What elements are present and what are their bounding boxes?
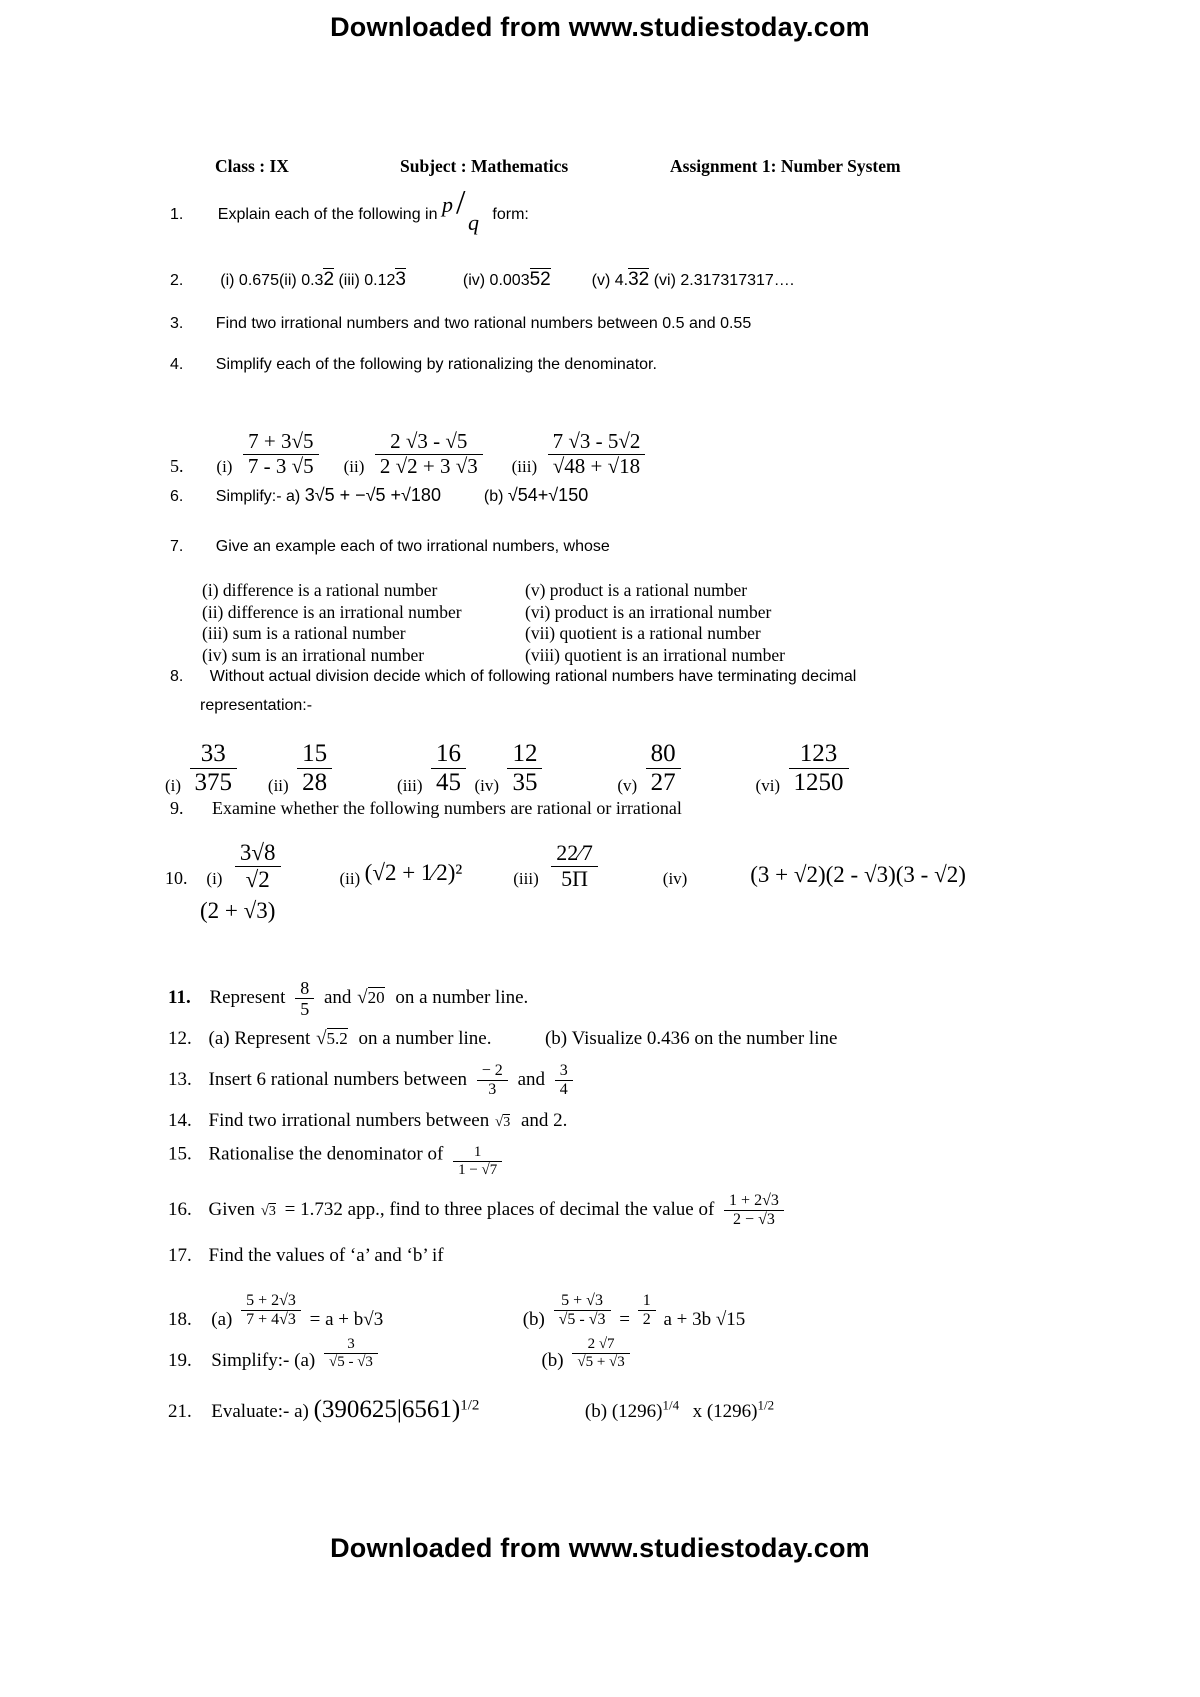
q8-fraction-4-numerator: 80 (646, 740, 681, 769)
q10-item-2-label: (iii) (513, 869, 539, 889)
q18-part-a-numerator: 5 + 2√3 (241, 1292, 301, 1311)
question-7-sublist-right (525, 580, 785, 666)
q2-item-0-label: (i) (220, 272, 235, 289)
question-12-number: 12. (168, 1028, 192, 1049)
worksheet-header (215, 156, 975, 177)
q5-fraction-0 (243, 430, 319, 478)
q5-item-0-label: (i) (216, 457, 233, 477)
q7-right-item-3: (viii) quotient is an irrational number (525, 644, 786, 665)
q11-fraction-denominator: 5 (300, 999, 310, 1020)
q18-part-a-label: (a) (211, 1308, 233, 1330)
q2-item-4-value: 4. (614, 272, 629, 289)
q12-sqrt (315, 1028, 348, 1050)
q12-part-b-label: (b) (544, 1028, 568, 1049)
watermark-bottom: Downloaded from www.studiestoday.com (330, 1533, 870, 1563)
question-8-number: 8. (170, 668, 184, 685)
question-6-number: 6. (170, 488, 184, 505)
q19-part-a-fraction (324, 1336, 378, 1371)
q14-text-before: Find two irrational numbers between (208, 1110, 490, 1131)
q10-trailing-expr: (2 + √3) (200, 898, 276, 923)
subject-label: Subject : Mathematics (400, 156, 569, 176)
p-over-q-fraction (441, 184, 488, 235)
q12-part-a-after: on a number line. (358, 1028, 492, 1049)
q2-item-2-label: (iii) (338, 272, 360, 289)
question-12 (168, 1028, 837, 1050)
q11-fraction (295, 978, 314, 1019)
q8-frac-3-label: (iv) (474, 775, 499, 795)
q13-fraction-1-numerator: − 2 (477, 1062, 508, 1081)
q16-fraction (724, 1192, 784, 1229)
radical-icon: √ (357, 987, 368, 1009)
q7-right-item-1: (vi) product is an irrational number (525, 601, 772, 622)
q8-frac-0-label: (i) (165, 775, 182, 795)
q7-left-item-2: (iii) sum is a rational number (202, 623, 406, 643)
q5-fraction-1 (375, 430, 483, 478)
q8-fraction-2-numerator: 16 (431, 740, 466, 769)
q21-part-b-mid: x (692, 1401, 703, 1422)
question-21 (168, 1396, 774, 1424)
q18-part-a-fraction (241, 1292, 301, 1329)
q8-fraction-5-numerator: 123 (789, 740, 849, 769)
q18-part-a-rhs: = a + b√3 (309, 1308, 384, 1330)
question-19 (168, 1336, 634, 1371)
p-numerator: p (441, 192, 453, 217)
question-10-number: 10. (165, 868, 188, 889)
question-17 (168, 1245, 444, 1267)
question-7 (170, 538, 610, 556)
question-1 (170, 184, 529, 235)
q21-part-b-exponent-1: 1/4 (662, 1397, 680, 1413)
watermark-top: Downloaded from www.studiestoday.com (330, 12, 870, 42)
q14-text-after: and 2. (520, 1110, 568, 1131)
q8-fraction-0 (190, 740, 238, 797)
q21-part-a-expr: (390625|6561) (313, 1396, 461, 1423)
question-8-line2 (200, 697, 312, 715)
question-16-number: 16. (168, 1198, 192, 1220)
q10-fraction-2-denominator: 5Π (561, 865, 588, 891)
q18-part-b-rhs: a + 3b √15 (663, 1308, 746, 1330)
q5-fraction-2 (548, 430, 646, 478)
question-1-text-after: form: (492, 206, 529, 224)
q5-item-2-label: (iii) (511, 457, 538, 477)
radical-icon: √ (260, 1202, 269, 1219)
q16-text-mid: = 1.732 app., find to three places of decimal the value of (284, 1198, 715, 1220)
q8-fraction-1-denominator: 28 (302, 769, 328, 796)
q15-fraction-numerator: 1 (453, 1144, 502, 1162)
q2-item-5-value: 2.317317317…. (680, 272, 795, 289)
q10-item-0-label: (i) (206, 869, 223, 889)
question-9-number: 9. (170, 798, 184, 818)
q5-item-1-label: (ii) (343, 457, 365, 477)
q16-text-before: Given (208, 1198, 255, 1220)
question-17-number: 17. (168, 1245, 192, 1266)
q8-fraction-3-numerator: 12 (507, 740, 542, 769)
q19-part-a-denominator: √5 - √3 (328, 1353, 373, 1370)
question-7-sublist-left (202, 580, 462, 666)
q16-given-radicand: 3 (268, 1203, 276, 1219)
q6-part-b-expr: √54+√150 (507, 485, 589, 505)
question-8-text-line2: representation:- (200, 697, 313, 714)
q10-fraction-0-denominator: √2 (245, 866, 270, 892)
q21-part-b-expr-1: (1296) (611, 1401, 663, 1422)
question-21-number: 21. (168, 1401, 192, 1422)
q19-part-b-label: (b) (541, 1349, 564, 1371)
radical-icon: √ (316, 1028, 327, 1049)
question-2 (170, 268, 794, 290)
question-6-text: Simplify:- (215, 488, 282, 505)
question-8-text-line1: Without actual division decide which of following rational numbers have terminating decimal (209, 668, 857, 685)
q13-fraction-2 (555, 1062, 573, 1099)
question-5-number: 5. (170, 456, 184, 477)
q8-fraction-5-denominator: 1250 (793, 769, 844, 796)
q6-part-a-expr: 3√5 + −√5 +√180 (304, 485, 441, 505)
question-8-fractions (165, 740, 853, 797)
q10-fraction-2 (551, 841, 598, 891)
question-2-number: 2. (170, 272, 184, 289)
assignment-label: Assignment 1: Number System (670, 156, 901, 176)
q21-part-a-exponent: 1/2 (460, 1397, 480, 1414)
q5-fraction-2-denominator: √48 + √18 (552, 453, 641, 478)
q12-part-a-before: Represent (234, 1028, 311, 1049)
q13-fraction-2-numerator: 3 (555, 1062, 573, 1081)
q8-frac-5-label: (vi) (755, 775, 781, 795)
q8-frac-1-label: (ii) (267, 775, 289, 795)
q8-frac-4-label: (v) (617, 775, 638, 795)
q7-left-item-3: (iv) sum is an irrational number (202, 644, 425, 665)
question-15 (168, 1138, 507, 1178)
q2-item-5-label: (vi) (653, 272, 676, 289)
question-7-number: 7. (170, 538, 184, 555)
q5-fraction-1-numerator: 2 √3 - √5 (375, 430, 483, 455)
q10-fraction-2-numerator: 22⁄7 (551, 841, 598, 867)
q15-text-before: Rationalise the denominator of (208, 1143, 444, 1165)
fraction-slash: / (455, 184, 466, 221)
q8-frac-2-label: (iii) (397, 775, 423, 795)
question-7-text: Give an example each of two irrational numbers, whose (215, 538, 610, 555)
q18-part-b-fraction (554, 1292, 611, 1329)
q12-part-a-label: (a) (208, 1028, 230, 1049)
q13-text-before: Insert 6 rational numbers between (208, 1068, 468, 1090)
q15-fraction-denominator: 1 − √7 (458, 1161, 498, 1178)
q5-fraction-2-numerator: 7 √3 - 5√2 (548, 430, 646, 455)
question-5 (170, 430, 651, 478)
q18-part-b-label: (b) (522, 1308, 545, 1330)
q19-part-b-numerator: 2 √7 (572, 1336, 629, 1354)
q18-part-b-equals: = (619, 1308, 630, 1330)
q8-fraction-1-numerator: 15 (297, 740, 332, 769)
q18-part-b-rhs-denominator: 2 (642, 1310, 651, 1328)
question-16 (168, 1192, 789, 1229)
q16-fraction-denominator: 2 − √3 (733, 1210, 775, 1228)
question-4 (170, 356, 657, 374)
question-11-number: 11. (168, 987, 191, 1009)
question-18-number: 18. (168, 1308, 192, 1330)
q21-part-b-expr-2: (1296) (706, 1401, 758, 1422)
radical-icon: √ (494, 1114, 504, 1130)
q7-right-item-0: (v) product is a rational number (525, 580, 748, 600)
q2-item-2-overbar: 3 (395, 269, 406, 290)
q16-sqrt (260, 1203, 276, 1220)
question-19-number: 19. (168, 1349, 192, 1371)
q13-fraction-1-denominator: 3 (488, 1080, 497, 1098)
q12-part-b-text: Visualize 0.436 on the number line (571, 1028, 838, 1049)
q18-part-b-denominator: √5 - √3 (558, 1310, 606, 1328)
q8-fraction-3 (507, 740, 542, 797)
q2-item-2-value: 0.12 (364, 272, 396, 289)
q21-part-b-label: (b) (584, 1401, 608, 1422)
q8-fraction-3-denominator: 35 (512, 769, 538, 796)
class-label: Class : IX (215, 156, 289, 176)
q19-part-a-label: (a) (294, 1349, 316, 1371)
q2-item-3-label: (iv) (462, 272, 486, 289)
question-4-text: Simplify each of the following by rationalizing the denominator. (215, 356, 657, 373)
q11-fraction-numerator: 8 (295, 978, 314, 999)
q21-part-a-label: a) (294, 1401, 309, 1422)
q11-radicand: 20 (367, 988, 385, 1008)
q11-text-mid: and (323, 987, 352, 1009)
question-14-number: 14. (168, 1110, 192, 1131)
q5-fraction-0-numerator: 7 + 3√5 (243, 430, 319, 455)
question-10 (165, 840, 966, 893)
q2-item-1-value: 0.3 (301, 272, 324, 289)
question-3-number: 3. (170, 315, 184, 332)
q10-fraction-0-numerator: 3√8 (235, 840, 281, 867)
q8-fraction-2-denominator: 45 (436, 769, 461, 796)
question-8 (170, 668, 980, 686)
question-13-number: 13. (168, 1068, 192, 1090)
q18-part-b-numerator: 5 + √3 (554, 1292, 611, 1311)
q8-fraction-2 (431, 740, 466, 797)
q19-part-b-fraction (572, 1336, 629, 1371)
q2-item-1-overbar: 2 (323, 269, 335, 290)
q15-fraction (453, 1144, 502, 1179)
question-4-number: 4. (170, 356, 184, 373)
q16-fraction-numerator: 1 + 2√3 (724, 1192, 784, 1211)
q13-fraction-2-denominator: 4 (559, 1080, 568, 1098)
q5-fraction-1-denominator: 2 √2 + 3 √3 (379, 453, 478, 478)
q10-item-1-label: (ii) (339, 869, 361, 889)
q11-text-after: on a number line. (395, 987, 529, 1009)
q21-text: Evaluate:- (211, 1401, 290, 1422)
q17-text: Find the values of ‘a’ and ‘b’ if (208, 1245, 444, 1266)
q10-fraction-0 (235, 840, 281, 893)
q21-part-b-exponent-2: 1/2 (757, 1397, 775, 1413)
q13-fraction-1 (477, 1062, 508, 1099)
q13-text-mid: and (517, 1068, 545, 1090)
q10-item-3-expr: (3 + √2)(2 - √3)(3 - √2) (750, 862, 966, 888)
q14-sqrt (494, 1114, 510, 1131)
q6-part-b-label: (b) (483, 488, 504, 505)
q8-fraction-5 (789, 740, 849, 797)
q18-part-b-rhs-numerator: 1 (638, 1292, 656, 1311)
question-10-trailing (200, 898, 275, 924)
q2-item-4-label: (v) (591, 272, 611, 289)
q19-part-b-denominator: √5 + √3 (577, 1353, 625, 1370)
q10-item-1-expr: (√2 + 1⁄2)² (364, 860, 463, 886)
question-3-text: Find two irrational numbers and two rational numbers between 0.5 and 0.55 (215, 315, 752, 332)
q10-item-3-label: (iv) (662, 869, 688, 889)
q8-fraction-4-denominator: 27 (650, 769, 676, 796)
q8-fraction-0-numerator: 33 (190, 740, 238, 769)
q8-fraction-0-denominator: 375 (194, 769, 232, 796)
q18-part-a-denominator: 7 + 4√3 (246, 1310, 296, 1328)
question-15-number: 15. (168, 1143, 192, 1165)
q12-part-a-radicand: 5.2 (326, 1029, 348, 1048)
q7-left-item-1: (ii) difference is an irrational number (202, 601, 462, 622)
q5-fraction-0-denominator: 7 - 3 √5 (247, 453, 314, 478)
q18-part-b-rhs-fraction (638, 1292, 656, 1329)
q11-text-before: Represent (209, 987, 286, 1009)
q-denominator: q (467, 210, 479, 235)
question-9-text: Examine whether the following numbers are rational or irrational (212, 798, 682, 818)
question-11 (168, 978, 528, 1019)
q7-left-item-0: (i) difference is a rational number (202, 580, 438, 600)
q6-part-a-label: a) (286, 488, 301, 505)
q19-text: Simplify:- (211, 1349, 290, 1371)
question-9 (170, 798, 682, 819)
question-3 (170, 315, 751, 333)
q8-fraction-4 (646, 740, 681, 797)
q2-item-3-overbar: 52 (529, 269, 551, 290)
q2-item-0-value: 0.675 (238, 272, 279, 289)
q7-right-item-2: (vii) quotient is a rational number (525, 623, 761, 643)
q11-sqrt (356, 987, 384, 1009)
question-1-number: 1. (170, 206, 184, 224)
q2-item-1-label: (ii) (278, 272, 297, 289)
question-6 (170, 485, 588, 506)
q14-radicand: 3 (503, 1115, 511, 1130)
question-1-text-before: Explain each of the following in (217, 206, 438, 224)
q2-item-4-overbar: 32 (628, 269, 650, 290)
q2-item-3-value: 0.003 (489, 272, 530, 289)
question-13 (168, 1062, 578, 1099)
question-14 (168, 1110, 567, 1132)
question-18 (168, 1292, 745, 1329)
q19-part-a-numerator: 3 (324, 1336, 378, 1354)
q8-fraction-1 (297, 740, 332, 797)
